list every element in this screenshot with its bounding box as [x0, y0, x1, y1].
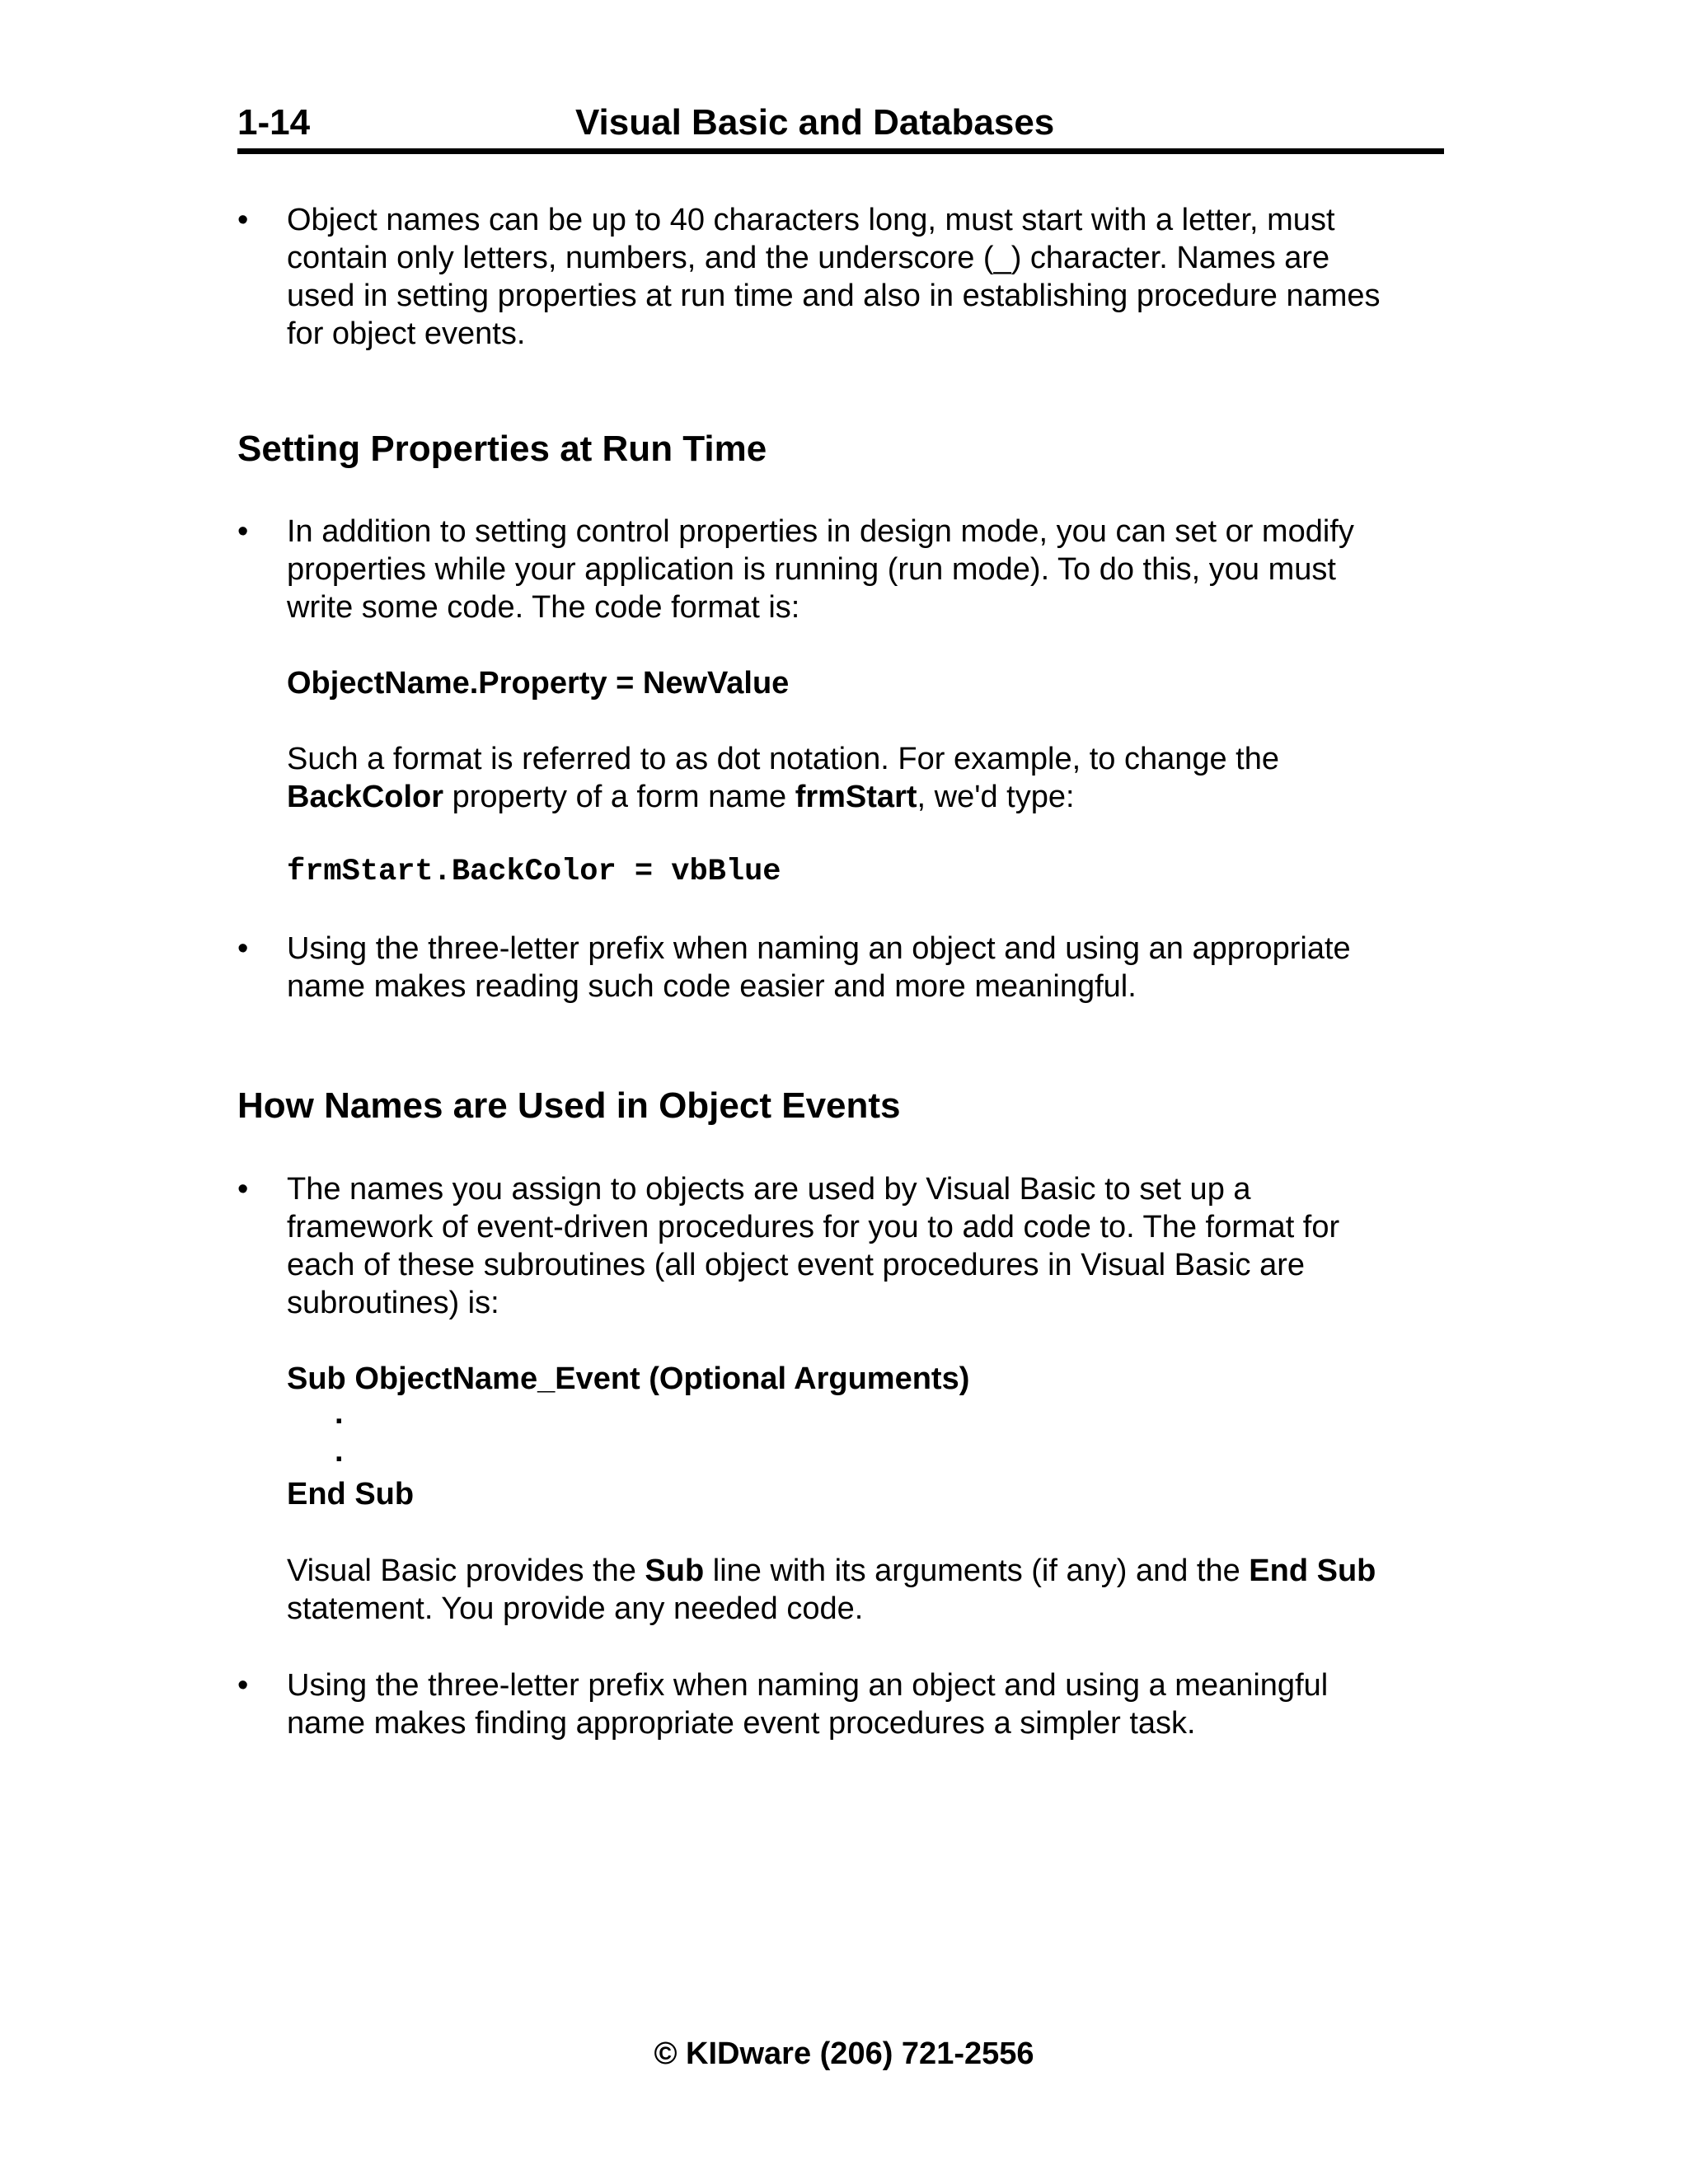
bullet-marker: •	[237, 514, 249, 549]
text-line: Using the three-letter prefix when naming an object and using an appropriate	[287, 931, 1351, 966]
prefix-finding-paragraph	[287, 1666, 1457, 1742]
end-sub-term: End Sub	[1249, 1554, 1376, 1588]
bullet-marker: •	[237, 1172, 249, 1207]
text-line: Such a format is referred to as dot notation. For example, to change the	[287, 742, 1279, 776]
sub-declaration-line: Sub ObjectName_Event (Optional Arguments)	[287, 1361, 970, 1396]
run-time-paragraph	[287, 513, 1457, 626]
prefix-readability-paragraph	[287, 930, 1457, 1005]
bullet-marker: •	[237, 931, 249, 966]
running-title: Visual Basic and Databases	[575, 102, 1055, 143]
frmstart-term: frmStart	[795, 780, 917, 814]
event-framework-paragraph	[287, 1170, 1457, 1322]
text-line: name makes reading such code easier and more meaningful.	[287, 969, 1137, 1004]
dot-notation-paragraph	[287, 740, 1457, 816]
text-fragment: Visual Basic provides the	[287, 1554, 645, 1588]
copyright-footer: © KIDware (206) 721-2556	[654, 2036, 1034, 2071]
bullet-marker: •	[237, 203, 249, 237]
bullet-marker: •	[237, 1668, 249, 1703]
text-fragment: line with its arguments (if any) and the	[704, 1554, 1250, 1588]
text-line: used in setting properties at run time and also in establishing procedure names	[287, 279, 1381, 313]
text-line: Using the three-letter prefix when naming an object and using a meaningful	[287, 1668, 1329, 1703]
section-heading-run-time: Setting Properties at Run Time	[237, 429, 767, 469]
text-line: Object names can be up to 40 characters long, must start with a letter, must	[287, 203, 1335, 237]
text-fragment: , we'd type:	[917, 780, 1075, 814]
text-line: statement. You provide any needed code.	[287, 1591, 864, 1626]
text-line: The names you assign to objects are used by Visual Basic to set up a	[287, 1172, 1251, 1207]
sub-explanation-paragraph	[287, 1552, 1457, 1628]
text-line: for object events.	[287, 316, 526, 351]
text-line: subroutines) is:	[287, 1286, 499, 1320]
section-heading-object-events: How Names are Used in Object Events	[237, 1085, 901, 1126]
code-format-syntax: ObjectName.Property = NewValue	[287, 666, 790, 701]
text-line: framework of event-driven procedures for you to add code to. The format for	[287, 1210, 1340, 1244]
page-header	[237, 97, 1444, 154]
code-ellipsis-dot: .	[335, 1434, 344, 1469]
text-line	[287, 1552, 1457, 1590]
text-line	[287, 778, 1457, 816]
page-number: 1-14	[237, 102, 311, 143]
text-line: each of these subroutines (all object event procedures in Visual Basic are	[287, 1248, 1306, 1282]
code-example: frmStart.BackColor = vbBlue	[287, 855, 781, 889]
code-ellipsis-dot: .	[335, 1396, 344, 1431]
backcolor-term: BackColor	[287, 780, 444, 814]
text-fragment: property of a form name	[443, 780, 795, 814]
object-names-paragraph	[287, 201, 1457, 353]
text-line: name makes finding appropriate event procedures a simpler task.	[287, 1706, 1196, 1741]
text-line: write some code. The code format is:	[287, 590, 800, 625]
sub-term: Sub	[645, 1554, 705, 1588]
text-line: properties while your application is running (run mode). To do this, you must	[287, 552, 1336, 587]
text-line: contain only letters, numbers, and the underscore (_) character. Names are	[287, 241, 1330, 275]
end-sub-line: End Sub	[287, 1477, 415, 1511]
text-line: In addition to setting control properties in design mode, you can set or modify	[287, 514, 1354, 549]
